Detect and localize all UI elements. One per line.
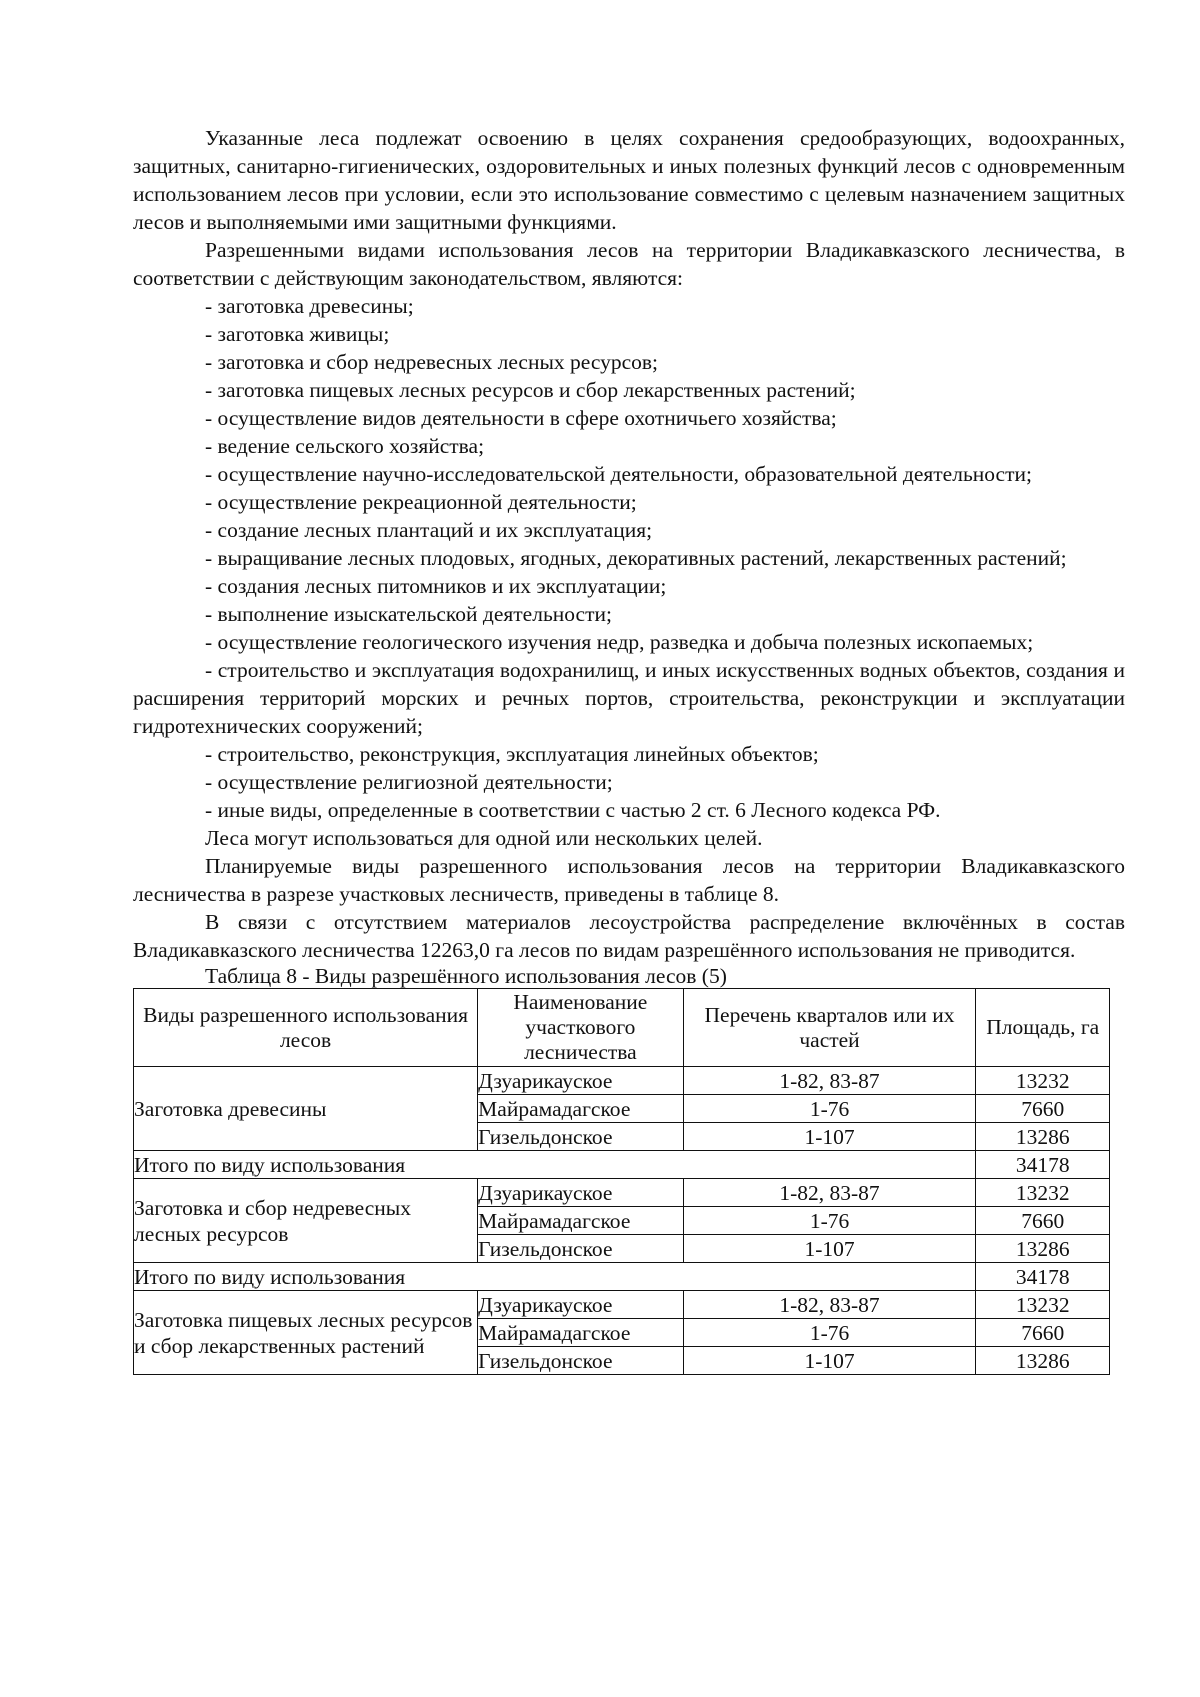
list-item: - осуществление рекреационной деятельности; <box>205 490 637 514</box>
table-row <box>134 1179 1110 1207</box>
area-cell: 13232 <box>976 1291 1110 1319</box>
quarters-cell: 1-82, 83-87 <box>683 1179 976 1207</box>
list-item: - заготовка и сбор недревесных лесных ресурсов; <box>205 350 659 374</box>
area-cell: 13286 <box>976 1347 1110 1375</box>
forestry-cell: Гизельдонское <box>478 1123 683 1151</box>
usage-type-cell: Заготовка пищевых лесных ресурсов и сбор лекарственных растений <box>134 1291 478 1375</box>
forestry-cell: Майрамадагское <box>478 1095 683 1123</box>
list-item: - ведение сельского хозяйства; <box>205 434 485 458</box>
forestry-cell: Гизельдонское <box>478 1347 683 1375</box>
list-item: - иные виды, определенные в соответствии с частью 2 ст. 6 Лесного кодекса РФ. <box>205 798 941 822</box>
table-row <box>134 1067 1110 1095</box>
total-area-cell: 34178 <box>976 1263 1110 1291</box>
total-area-cell: 34178 <box>976 1151 1110 1179</box>
paragraph-1: Указанные леса подлежат освоению в целях сохранения средообразующих, водоохранных, защитных, санитарно-гигиенических, оздоровительных и иных полезных функций лесов с одновременным использованием лесов при условии, если это использование совместимо с целевым назначением защитных лесов и выполняемыми ими защитными функциями. <box>133 126 1125 234</box>
forestry-cell: Дзуарикауское <box>478 1179 683 1207</box>
area-cell: 7660 <box>976 1207 1110 1235</box>
quarters-cell: 1-82, 83-87 <box>683 1291 976 1319</box>
header-area: Площадь, га <box>976 989 1110 1067</box>
quarters-cell: 1-107 <box>683 1123 976 1151</box>
area-cell: 13232 <box>976 1067 1110 1095</box>
list-item: - выполнение изыскательской деятельности; <box>205 602 612 626</box>
header-forestry: Наименование участкового лесничества <box>478 989 683 1067</box>
list-item: - строительство, реконструкция, эксплуатация линейных объектов; <box>205 742 819 766</box>
forestry-cell: Майрамадагское <box>478 1207 683 1235</box>
paragraph-3: Леса могут использоваться для одной или нескольких целей. <box>205 826 763 850</box>
paragraph-2: Разрешенными видами использования лесов на территории Владикавказского лесничества, в соответствии с действующим законодательством, являются: <box>133 238 1125 290</box>
list-item: - заготовка живицы; <box>205 322 390 346</box>
table-total-row <box>134 1151 1110 1179</box>
quarters-cell: 1-82, 83-87 <box>683 1067 976 1095</box>
forestry-cell: Дзуарикауское <box>478 1291 683 1319</box>
document-page <box>133 124 1125 1375</box>
list-item: - осуществление видов деятельности в сфере охотничьего хозяйства; <box>205 406 837 430</box>
list-item: - заготовка пищевых лесных ресурсов и сбор лекарственных растений; <box>205 378 856 402</box>
usage-list <box>133 292 1125 824</box>
list-item: - осуществление научно-исследовательской деятельности, образовательной деятельности; <box>205 462 1032 486</box>
table-caption: Таблица 8 - Виды разрешённого использования лесов (5) <box>205 964 727 988</box>
table-header-row <box>134 989 1110 1067</box>
table-total-row <box>134 1263 1110 1291</box>
quarters-cell: 1-76 <box>683 1319 976 1347</box>
header-quarters: Перечень кварталов или их частей <box>683 989 976 1067</box>
list-item: - выращивание лесных плодовых, ягодных, декоративных растений, лекарственных растений; <box>205 546 1067 570</box>
list-item: - заготовка древесины; <box>205 294 414 318</box>
list-item: - строительство и эксплуатация водохранилищ, и иных искусственных водных объектов, создания и расширения территорий морских и речных портов, строительства, реконструкции и эксплуатации гидротехнических сооружений; <box>133 658 1125 738</box>
paragraph-5: В связи с отсутствием материалов лесоустройства распределение включённых в состав Владикавказского лесничества 12263,0 га лесов по видам разрешённого использования не приводится. <box>133 910 1125 962</box>
table-row <box>134 1291 1110 1319</box>
total-label-cell: Итого по виду использования <box>134 1263 976 1291</box>
usage-type-cell: Заготовка древесины <box>134 1067 478 1151</box>
list-item: - создания лесных питомников и их эксплуатации; <box>205 574 667 598</box>
total-label-cell: Итого по виду использования <box>134 1151 976 1179</box>
list-item: - осуществление геологического изучения недр, разведка и добыча полезных ископаемых; <box>205 630 1034 654</box>
quarters-cell: 1-107 <box>683 1347 976 1375</box>
forestry-cell: Дзуарикауское <box>478 1067 683 1095</box>
quarters-cell: 1-107 <box>683 1235 976 1263</box>
area-cell: 13232 <box>976 1179 1110 1207</box>
list-item: - создание лесных плантаций и их эксплуатация; <box>205 518 653 542</box>
forestry-cell: Гизельдонское <box>478 1235 683 1263</box>
area-cell: 7660 <box>976 1095 1110 1123</box>
area-cell: 13286 <box>976 1123 1110 1151</box>
list-item: - осуществление религиозной деятельности; <box>205 770 613 794</box>
usage-type-cell: Заготовка и сбор недревесных лесных ресурсов <box>134 1179 478 1263</box>
quarters-cell: 1-76 <box>683 1207 976 1235</box>
forestry-cell: Майрамадагское <box>478 1319 683 1347</box>
area-cell: 7660 <box>976 1319 1110 1347</box>
usage-table <box>133 988 1110 1375</box>
quarters-cell: 1-76 <box>683 1095 976 1123</box>
area-cell: 13286 <box>976 1235 1110 1263</box>
paragraph-4: Планируемые виды разрешенного использования лесов на территории Владикавказского лесничества в разрезе участковых лесничеств, приведены в таблице 8. <box>133 854 1125 906</box>
header-usage-type: Виды разрешенного использования лесов <box>134 989 478 1067</box>
